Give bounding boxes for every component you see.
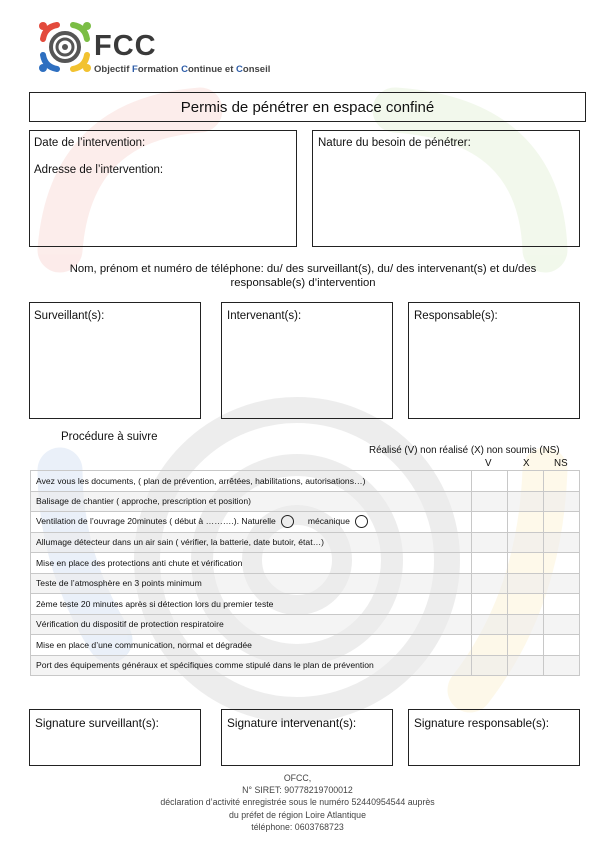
address-label: Adresse de l’intervention: <box>34 164 164 176</box>
check-v-cell[interactable] <box>472 491 508 512</box>
step-label: Teste de l’atmosphère en 3 points minimum <box>31 573 472 594</box>
column-ns: NS <box>554 458 568 469</box>
check-ns-cell[interactable] <box>544 512 580 533</box>
step-label: Allumage détecteur dans un air sain ( vérifier, la batterie, date butoir, état…) <box>31 532 472 553</box>
ventilation-label: Ventilation de l’ouvrage 20minutes ( début à ……….). Naturelle <box>36 516 276 527</box>
footer-line: N° SIRET: 90778219700012 <box>242 785 353 796</box>
signature-responsable-label: Signature responsable(s): <box>414 716 550 730</box>
check-v-cell[interactable] <box>472 655 508 676</box>
check-x-cell[interactable] <box>508 532 544 553</box>
signature-surveillant-label: Signature surveillant(s): <box>35 716 159 730</box>
table-row <box>31 573 580 594</box>
page-title: Permis de pénétrer en espace confiné <box>180 99 435 116</box>
check-ns-cell[interactable] <box>544 532 580 553</box>
check-ns-cell[interactable] <box>544 614 580 635</box>
check-ns-cell[interactable] <box>544 594 580 615</box>
step-label: Port des équipements généraux et spécifiques comme stipulé dans le plan de prévention <box>31 655 472 676</box>
mecanique-label: mécanique <box>307 516 350 527</box>
footer-line: déclaration d’activité enregistrée sous le numéro 52440954544 auprès <box>160 797 435 808</box>
procedure-legend: Réalisé (V) non réalisé (X) non soumis (NS) <box>369 445 560 456</box>
procedure-heading: Procédure à suivre <box>61 431 158 443</box>
table-row <box>31 553 580 574</box>
check-x-cell[interactable] <box>508 594 544 615</box>
table-row <box>31 512 580 533</box>
check-v-cell[interactable] <box>472 553 508 574</box>
check-x-cell[interactable] <box>508 635 544 656</box>
table-row <box>31 471 580 492</box>
check-v-cell[interactable] <box>472 614 508 635</box>
footer-line: téléphone: 0603768723 <box>251 821 344 832</box>
surveillant-label: Surveillant(s): <box>34 310 105 322</box>
check-x-cell[interactable] <box>508 471 544 492</box>
step-label: Mise en place des protections anti chute et vérification <box>31 553 472 574</box>
mecanique-radio[interactable] <box>355 515 368 528</box>
footer-line: du préfet de région Loire Atlantique <box>229 809 366 820</box>
check-x-cell[interactable] <box>508 553 544 574</box>
step-label: Avez vous les documents, ( plan de prévention, arrêtées, habilitations, autorisations…) <box>31 471 472 492</box>
check-ns-cell[interactable] <box>544 573 580 594</box>
date-label: Date de l’intervention: <box>34 137 146 149</box>
table-row <box>31 532 580 553</box>
footer <box>0 772 595 833</box>
check-ns-cell[interactable] <box>544 655 580 676</box>
contacts-heading: Nom, prénom et numéro de téléphone: du/ des surveillant(s), du/ des intervenant(s) et du/des responsable(s) d’intervention <box>69 263 537 289</box>
naturelle-radio[interactable] <box>281 515 294 528</box>
table-row <box>31 635 580 656</box>
check-v-cell[interactable] <box>472 635 508 656</box>
table-row <box>31 491 580 512</box>
check-v-cell[interactable] <box>472 512 508 533</box>
table-row <box>31 655 580 676</box>
step-label: Balisage de chantier ( approche, prescription et position) <box>31 491 472 512</box>
logo-tagline: Objectif Formation Continue et Conseil <box>94 64 271 75</box>
check-v-cell[interactable] <box>472 594 508 615</box>
check-ns-cell[interactable] <box>544 553 580 574</box>
logo-name: FCC <box>94 30 157 62</box>
check-ns-cell[interactable] <box>544 471 580 492</box>
check-v-cell[interactable] <box>472 471 508 492</box>
check-x-cell[interactable] <box>508 573 544 594</box>
check-x-cell[interactable] <box>508 614 544 635</box>
check-ns-cell[interactable] <box>544 491 580 512</box>
nature-label: Nature du besoin de pénétrer: <box>318 137 471 149</box>
check-ns-cell[interactable] <box>544 635 580 656</box>
intervenant-label: Intervenant(s): <box>227 310 302 322</box>
column-x: X <box>523 458 530 469</box>
step-label: Vérification du dispositif de protection respiratoire <box>31 614 472 635</box>
footer-line: OFCC, <box>283 773 312 783</box>
check-v-cell[interactable] <box>472 573 508 594</box>
column-v: V <box>485 458 492 469</box>
procedure-table <box>30 470 580 676</box>
check-x-cell[interactable] <box>508 655 544 676</box>
table-row <box>31 594 580 615</box>
step-label: 2ème teste 20 minutes après si détection lors du premier teste <box>31 594 472 615</box>
signature-intervenant-label: Signature intervenant(s): <box>227 716 357 730</box>
check-x-cell[interactable] <box>508 491 544 512</box>
step-label <box>31 512 472 533</box>
check-v-cell[interactable] <box>472 532 508 553</box>
table-row <box>31 614 580 635</box>
step-label: Mise en place d’une communication, normal et dégradée <box>31 635 472 656</box>
check-x-cell[interactable] <box>508 512 544 533</box>
responsable-label: Responsable(s): <box>414 310 498 322</box>
fcc-logo-icon <box>37 19 93 75</box>
